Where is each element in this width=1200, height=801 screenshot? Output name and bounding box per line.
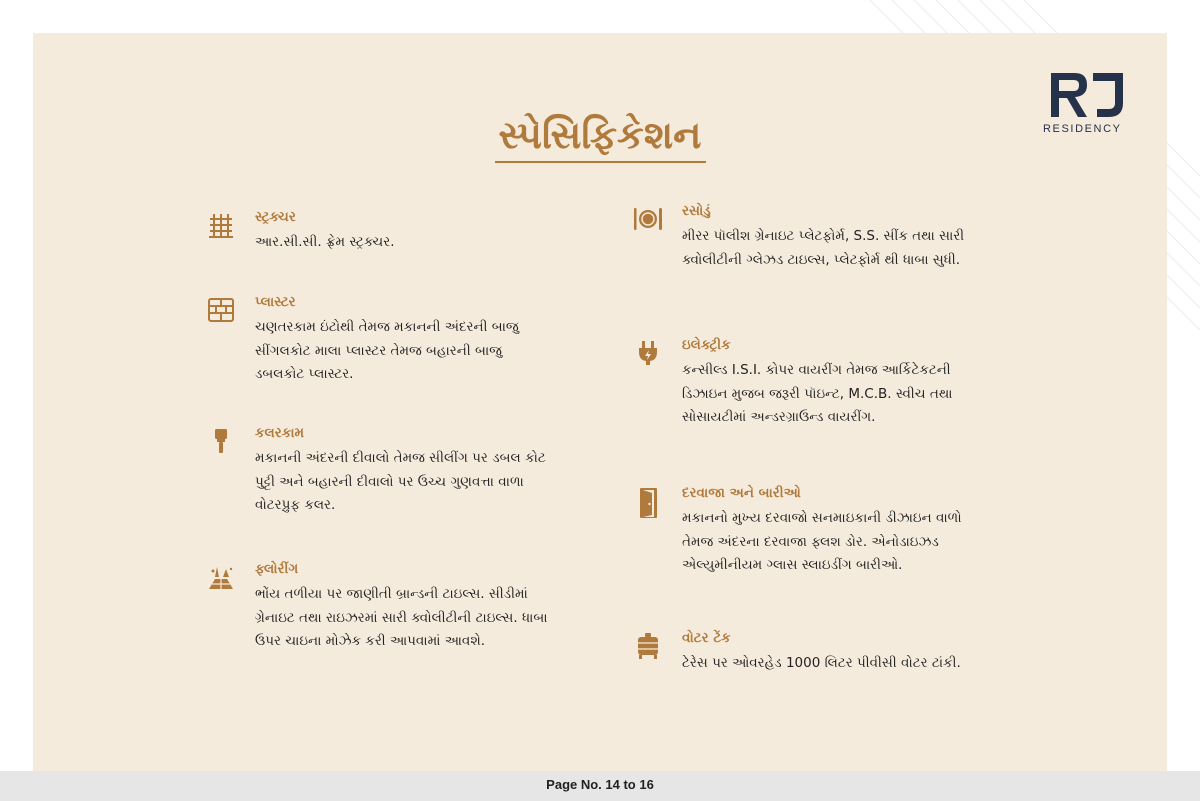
spec-heading: દરવાજા અને બારીઓ: [682, 485, 801, 501]
spec-heading: રસોડું: [682, 203, 711, 219]
page-number-label: Page No. 14 to 16: [546, 777, 654, 792]
page-title: [33, 113, 1167, 158]
spec-description: ભોંય તળીયા પર જાણીતી બ્રાન્ડની ટાઇલ્સ. સીડીમાં ગ્રેનાઇટ તથા રાઇઝરમાં સારી ક્વોલીટીની ટાઇલ્સ. ધાબા ઉપર ચાઇના મોઝેક કરી આપવામાં આવશે.: [255, 586, 548, 649]
flooring-tiles-icon: [203, 563, 239, 599]
spec-heading: સ્ટ્રક્ચર: [255, 209, 296, 225]
spec-heading: વોટર ટેંક: [682, 630, 731, 646]
door-icon: [630, 487, 666, 523]
spec-description: મકાનની અંદરની દીવાલો તેમજ સીલીંગ પર ડબલ કોટ પુટ્ટી અને બહારની દીવાલો પર ઉચ્ચ ગુણવત્તા વાળા વોટરપ્રુફ કલર.: [255, 450, 546, 513]
plate-fork-knife-icon: [630, 205, 666, 241]
page-footer: [0, 771, 1200, 801]
logo-subtitle: RESIDENCY: [1043, 123, 1122, 135]
paint-brush-icon: [203, 427, 239, 463]
spec-heading: ફ્લોરીંગ: [255, 561, 299, 577]
spec-description: મીરર પૉલીશ ગ્રેનાઇટ પ્લેટફોર્મ, S.S. સીંક તથા સારી ક્વોલીટીની ગ્લેઝડ ટાઇલ્સ, પ્લેટફોર્મ થી ધાબા સુધી.: [682, 228, 965, 268]
spec-description: કન્સીલ્ડ I.S.I. કોપર વાયરીંગ તેમજ આર્કિટેકટની ડિઝાઇન મુજબ જરૂરી પૉઇન્ટ, M.C.B. સ્વીચ તથા સોસાયટીમાં અન્ડરગ્રાઉન્ડ વાયરીંગ.: [682, 362, 953, 425]
spec-description: ટેરેસ પર ઓવરહેડ 1000 લિટર પીવીસી વોટર ટાંકી.: [682, 655, 961, 671]
spec-heading: પ્લાસ્ટર: [255, 294, 296, 310]
electric-plug-icon: [630, 339, 666, 375]
brick-wall-icon: [203, 296, 239, 332]
spec-heading: ઇલેક્ટ્રીક: [682, 337, 731, 353]
building-structure-icon: [203, 211, 239, 247]
spec-heading: કલરકામ: [255, 425, 305, 441]
specification-panel: [33, 33, 1167, 771]
spec-description: આર.સી.સી. ફ્રેમ સ્ટ્રક્ચર.: [255, 234, 395, 250]
spec-description: મકાનનો મુખ્ય દરવાજો સનમાઇકાની ડીઝાઇન વાળો તેમજ અંદરના દરવાજા ફ્લશ ડોર. એનોડાઇઝડ એલ્યુમીનીયમ ગ્લાસ સ્લાઇડીંગ બારીઓ.: [682, 510, 962, 573]
spec-description: ચણતરકામ ઇંટોથી તેમજ મકાનની અંદરની બાજુ સીંગલકોટ માલા પ્લાસ્ટર તેમજ બહારની બાજુ ડબલકોટ પ્લાસ્ટર.: [255, 319, 519, 382]
page-title-text: સ્પેસિફિકેશન: [495, 113, 706, 163]
water-tank-icon: [630, 632, 666, 668]
